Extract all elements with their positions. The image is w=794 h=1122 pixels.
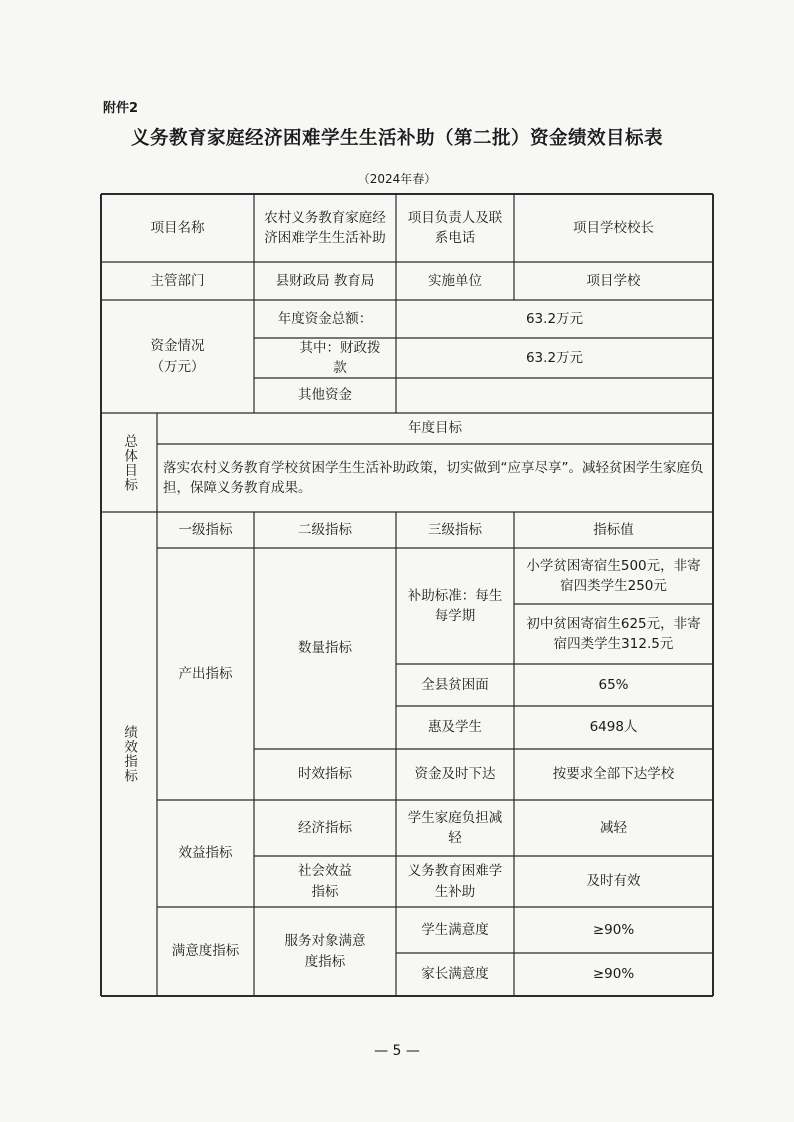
student-satisfaction-label: 学生满意度 [421,921,489,938]
economic-level3: 学生家庭负担减轻 [407,809,503,846]
social-value: 及时有效 [586,873,641,890]
funds-other-label: 其他资金 [298,387,352,404]
students-value: 6498人 [589,719,638,736]
parent-satisfaction-label: 家长满意度 [421,966,489,983]
header-level2: 二级指标 [298,521,352,538]
page-title: 义务教育家庭经济困难学生生活补助（第二批）资金绩效目标表 [130,128,663,149]
overall-goal-label-text: 总体目标 [121,433,138,492]
subsidy-standard-label: 补助标准：每生每学期 [407,587,503,624]
annual-goal-header: 年度目标 [408,420,462,437]
coverage-label: 全县贫困面 [421,676,489,693]
funds-label: 资金情况（万元） [150,338,205,375]
funds-other-value [396,378,713,413]
funds-fiscal-label: 其中：财政拨款 [299,339,381,376]
benefit-indicator-label: 效益指标 [178,845,233,862]
output-indicator-label: 产出指标 [178,665,233,682]
project-leader-value: 项目学校校长 [573,219,654,236]
economic-indicator-label: 经济指标 [298,819,352,836]
dept-value: 县财政局 教育局 [275,272,375,289]
students-label: 惠及学生 [428,719,482,736]
social-level3: 义务教育困难学生补助 [407,863,503,900]
coverage-value: 65% [598,676,629,693]
dept-label: 主管部门 [150,272,205,289]
overall-goal-label [101,413,157,512]
project-leader-label: 项目负责人及联系电话 [407,209,503,246]
junior-subsidy-value: 初中贫困寄宿生625元，非寄宿四类学生312.5元 [526,615,701,652]
page-number: — 5 — [374,1043,420,1059]
timeliness-level3: 资金及时下达 [414,766,496,783]
impl-unit-label: 实施单位 [428,272,482,289]
funds-total-label: 年度资金总额： [277,310,373,327]
student-satisfaction-value: ≥90% [592,921,635,938]
performance-label [101,512,157,996]
header-level1: 一级指标 [178,521,233,538]
funds-fiscal-value: 63.2万元 [525,349,584,366]
service-satisfaction-label: 服务对象满意度指标 [284,933,366,970]
satisfaction-indicator-label: 满意度指标 [171,943,240,960]
social-indicator-label: 社会效益指标 [298,863,352,900]
page-subtitle: （2024年春） [357,172,437,186]
project-name-label: 项目名称 [150,219,205,236]
performance-label-text: 绩效指标 [121,725,138,783]
primary-subsidy-value: 小学贫困寄宿生500元，非寄宿四类学生250元 [526,557,701,594]
header-level3: 三级指标 [428,521,482,538]
impl-unit-value: 项目学校 [586,272,641,289]
project-name-value: 农村义务教育家庭经济困难学生生活补助 [264,209,386,246]
annual-goal-text: 落实农村义务教育学校贫困学生生活补助政策，切实做到“应享尽享”。减轻贫困学生家庭负担，保障义务教育成果。 [163,459,704,496]
timeliness-label: 时效指标 [298,766,352,783]
quantity-indicator-label: 数量指标 [298,640,352,657]
attachment-label: 附件2 [103,101,139,116]
timeliness-value: 按要求全部下达学校 [552,766,675,783]
funds-total-value: 63.2万元 [525,310,584,327]
parent-satisfaction-value: ≥90% [592,966,635,983]
economic-value: 减轻 [600,819,627,836]
header-value: 指标值 [593,521,634,538]
